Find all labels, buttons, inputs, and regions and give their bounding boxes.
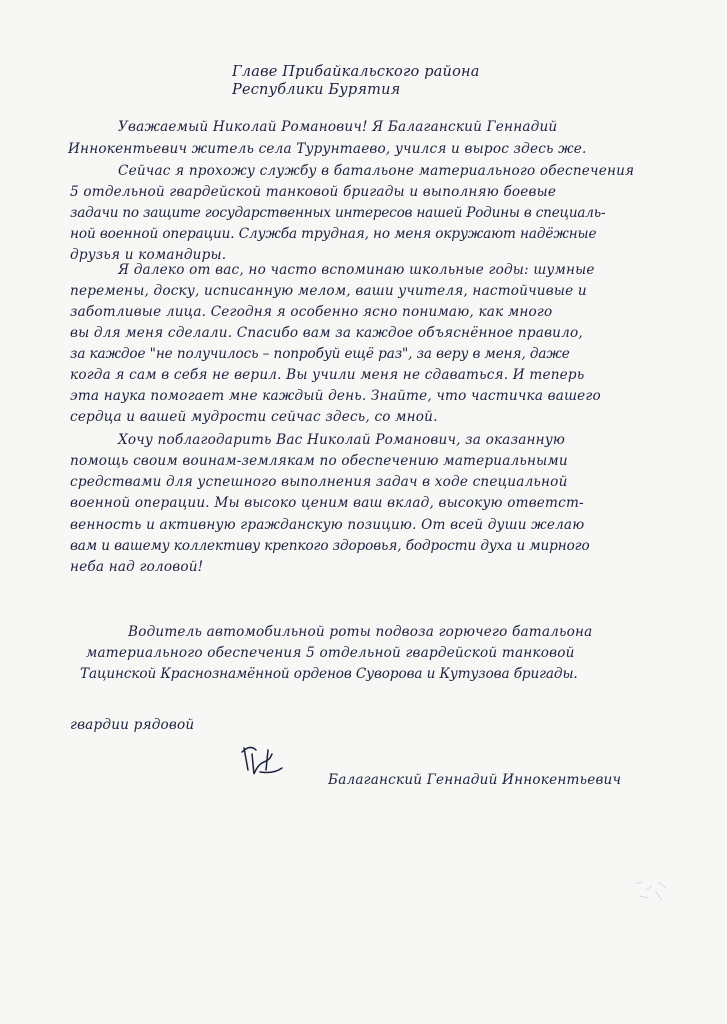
body-line: Иннокентьевич житель села Турунтаево, учился и вырос здесь же. [68, 141, 587, 157]
body-line: сердца и вашей мудрости сейчас здесь, со мной. [70, 409, 438, 425]
body-line: эта наука помогает мне каждый день. Знайте, что частичка вашего [70, 388, 601, 404]
body-line: Я далеко от вас, но часто вспоминаю школьные годы: шумные [118, 262, 595, 278]
paper-smudge [632, 878, 672, 908]
body-line: заботливые лица. Сегодня я особенно ясно понимаю, как много [70, 304, 553, 320]
body-line: 5 отдельной гвардейской танковой бригады и выполняю боевые [70, 184, 557, 200]
body-line: вам и вашему коллективу крепкого здоровья, бодрости духа и мирного [70, 538, 590, 554]
closing-line: Тацинской Краснознамённой орденов Суворова и Кутузова бригады. [80, 666, 578, 682]
header-line-1: Главе Прибайкальского района [232, 64, 480, 80]
body-line: Уважаемый Николай Романович! Я Балаганский Геннадий [118, 119, 558, 135]
body-line: венность и активную гражданскую позицию. От всей души желаю [70, 517, 585, 533]
body-line: задачи по защите государственных интересов нашей Родины в специаль- [70, 205, 606, 221]
header-line-2: Республики Бурятия [232, 82, 401, 98]
signer-name: Балаганский Геннадий Иннокентьевич [328, 772, 622, 788]
body-line: вы для меня сделали. Спасибо вам за каждое объяснённое правило, [70, 325, 583, 341]
closing-line: Водитель автомобильной роты подвоза горючего батальона [128, 624, 593, 640]
body-line: ной военной операции. Служба трудная, но меня окружают надёжные [70, 226, 597, 242]
body-line: неба над головой! [70, 559, 204, 575]
body-line: друзья и командиры. [70, 247, 227, 263]
body-line: перемены, доску, исписанную мелом, ваши учителя, настойчивые и [70, 283, 587, 299]
handwritten-signature [238, 740, 286, 786]
body-line: средствами для успешного выполнения задач в ходе специальной [70, 474, 568, 490]
body-line: военной операции. Мы высоко ценим ваш вклад, высокую ответст- [70, 495, 584, 511]
body-line: Хочу поблагодарить Вас Николай Романович, за оказанную [118, 432, 566, 448]
body-line: Сейчас я прохожу службу в батальоне материального обеспечения [118, 163, 635, 179]
body-line: за каждое "не получилось – попробуй ещё раз", за веру в меня, даже [70, 346, 570, 362]
closing-line: материального обеспечения 5 отдельной гвардейской танковой [86, 645, 575, 661]
rank-label: гвардии рядовой [70, 717, 195, 733]
body-line: когда я сам в себя не верил. Вы учили меня не сдаваться. И теперь [70, 367, 585, 383]
body-line: помощь своим воинам-землякам по обеспечению материальными [70, 453, 568, 469]
